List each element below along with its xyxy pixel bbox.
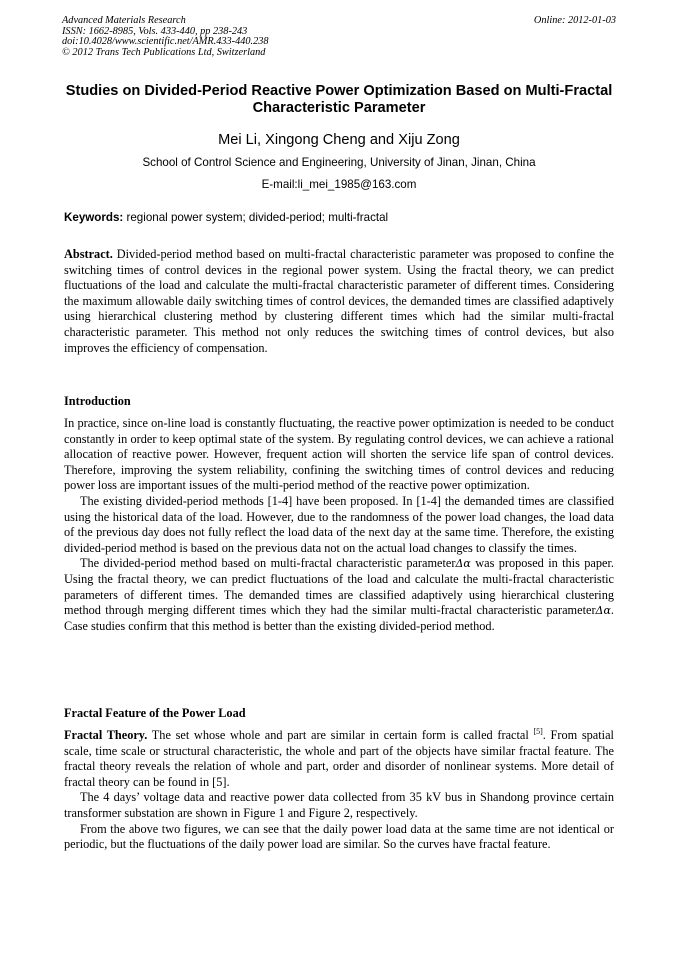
journal-issn: ISSN: 1662-8985, Vols. 433-440, pp 238-243 [62, 25, 248, 37]
intro-p3-part-b: was proposed in this paper. Using the fractal theory, we can predict fluctuations of the load and calculate the multi-fractal characteristic parameters of different times. The demanded times are classified adaptively using hierarchical clustering method through merging different times which they had the similar multi-fractal characteristic parameter [64, 556, 614, 618]
abstract-label: Abstract. [64, 247, 113, 261]
journal-copyright: © 2012 Trans Tech Publications Ltd, Switzerland [62, 46, 266, 58]
introduction-body [64, 416, 614, 634]
abstract [64, 247, 614, 356]
fractal-section-body [64, 728, 614, 853]
fractal-paragraph-2: The 4 days’ voltage data and reactive power data collected from 35 kV bus in Shandong province certain transformer substation are shown in Figure 1 and Figure 2, respectively. [64, 790, 614, 820]
author-email: E-mail:li_mei_1985@163.com [261, 178, 417, 191]
journal-name: Advanced Materials Research [62, 15, 186, 26]
intro-p3-part-a: The divided-period method based on multi-fractal characteristic parameter [80, 556, 456, 571]
keywords-label: Keywords: [64, 211, 124, 224]
journal-info [62, 16, 616, 58]
journal-doi: doi:10.4028/www.scientific.net/AMR.433-440.238 [62, 36, 269, 48]
fractal-paragraph-3: From the above two figures, we can see that the daily power load data at the same time are not identical or periodic, but the fluctuations of the daily power load are similar. So the curves have fractal feature. [64, 821, 614, 852]
citation-ref: [5] [533, 726, 543, 736]
intro-paragraph-3 [64, 556, 614, 634]
online-date: Online: 2012-01-03 [533, 15, 616, 26]
fractal-paragraph-1 [64, 728, 614, 790]
paper-title: Studies on Divided-Period Reactive Power Optimization Based on Multi-Fractal Characteristic Parameter [65, 83, 613, 116]
keywords [64, 211, 616, 225]
intro-p3-part-c: . Case studies confirm that this method is better than the existing divided-period method. [64, 603, 614, 633]
author-affiliation: School of Control Science and Engineering, University of Jinan, Jinan, China [142, 156, 536, 169]
fractal-p1-part-b: . From spatial scale, time scale or structural characteristic, the whole and part of the objects have similar fractal feature. The fractal theory reveals the relation of whole and part, order and disorder of nonlinear systems. More detail of fractal theory can be found in [5]. [64, 728, 614, 789]
intro-paragraph-1: In practice, since on-line load is constantly fluctuating, the reactive power optimization is needed to be conduct constantly in order to keep optimal state of the system. By regulating control devices, we can achieve a rational allocation of reactive power. However, frequent action will shorten the service life span of control devices. Therefore, improving the system reliability, confining the switching times of control devices and reducing power loss are important issues of the multi-period method of the reactive power optimization. [64, 416, 614, 493]
delta-alpha-symbol: Δα [595, 604, 611, 618]
intro-paragraph-2: The existing divided-period methods [1-4] have been proposed. In [1-4] the demanded times are classified using the historical data of the load. However, due to the randomness of the power load changes, the load data of the previous day does not fully reflect the load data of the next day at the same time. Therefore, the existing divided-period method is based on the previous data not on the actual load changes to classify the times. [64, 493, 614, 555]
paper-authors: Mei Li, Xingong Cheng and Xiju Zong [218, 132, 460, 148]
fractal-p1-part-a: The set whose whole and part are similar in certain form is called fractal [147, 728, 534, 742]
keywords-text: regional power system; divided-period; multi-fractal [123, 211, 389, 224]
abstract-text: Divided-period method based on multi-fractal characteristic parameter was proposed to confine the switching times of control devices in the regional power system. Using the fractal theory, we can predict fluctuations of the load and calculate the multi-fractal characteristic parameter of different times. Considering the maximum allowable daily switching times of control devices, the demanded times are classified adaptively using hierarchical clustering method by clustering different times which had the similar multi-fractal characteristic parameter. This method not only reduces the switching times of control devices, but also improves the efficiency of compensation. [64, 247, 614, 355]
fractal-theory-term: Fractal Theory. [64, 728, 148, 742]
delta-alpha-symbol: Δα [455, 557, 471, 571]
journal-header [62, 16, 616, 58]
section-heading-introduction: Introduction [64, 394, 131, 408]
section-heading-fractal-feature: Fractal Feature of the Power Load [64, 706, 246, 720]
